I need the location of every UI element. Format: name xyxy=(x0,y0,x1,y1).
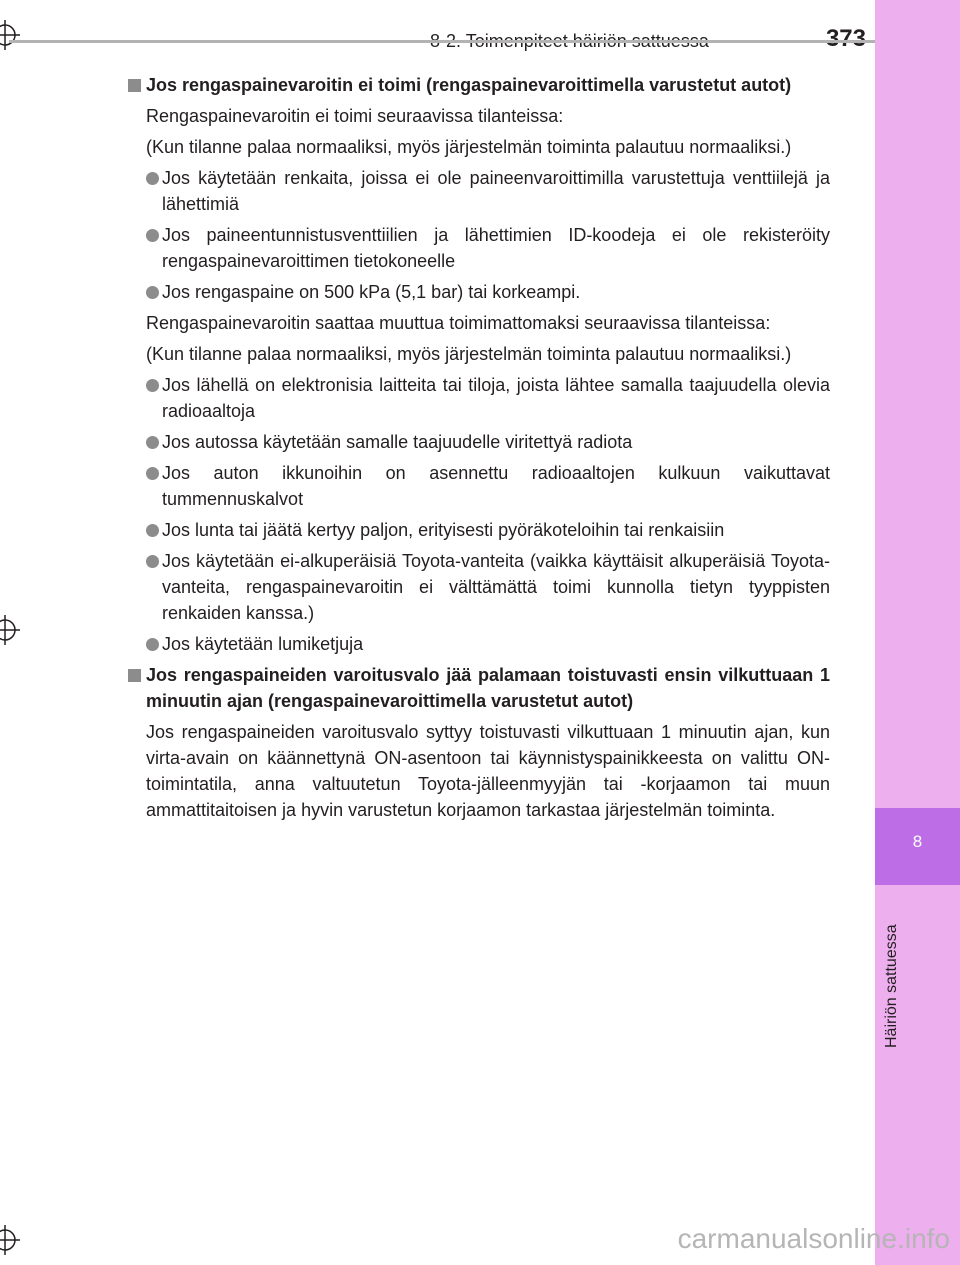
list-item-text: Jos käytetään ei-alkuperäisiä Toyota-vanteita (vaikka käyttäisit alkuperäisiä Toyota-vanteita, rengaspainevaroitin ei välttämättä toimi kunnolla tietyn tyyppisten renkaiden kanssa.) xyxy=(162,551,830,623)
page-content xyxy=(126,72,830,828)
list-item-text: Jos käytetään renkaita, joissa ei ole paineenvaroittimilla varustettuja venttiilejä ja lähettimiä xyxy=(162,168,830,214)
list-item-text: Jos autossa käytetään samalle taajuudelle viritettyä radiota xyxy=(162,432,633,452)
paragraph: Rengaspainevaroitin ei toimi seuraavissa tilanteissa: xyxy=(146,106,564,126)
paragraph: (Kun tilanne palaa normaaliksi, myös järjestelmän toiminta palautuu normaaliksi.) xyxy=(146,137,792,157)
chapter-label: Häiriön sattuessa xyxy=(883,924,900,1048)
round-bullet-icon xyxy=(146,524,159,537)
list-item xyxy=(146,517,830,543)
list-item-text: Jos lähellä on elektronisia laitteita tai tiloja, joista lähtee samalla taajuudella olevia radioaaltoja xyxy=(162,375,830,421)
list-item-text: Jos rengaspaine on 500 kPa (5,1 bar) tai korkeampi. xyxy=(162,282,581,302)
paragraph: Jos rengaspaineiden varoitusvalo syttyy toistuvasti vilkuttuaan 1 minuutin ajan, kun virta-avain on käännettynä ON-asentoon tai käynnistyspainikkeesta on valittu ON-toimintatila, anna valtuutetun Toyota-jälleenmyyjän tai -korjaamon tai muun ammattitaitoisen ja hyvin varustetun korjaamon tarkastaa järjestelmän toiminta. xyxy=(146,722,830,820)
list-item xyxy=(146,429,830,455)
section-heading xyxy=(126,72,830,98)
list-item-text: Jos käytetään lumiketjuja xyxy=(162,634,364,654)
section-heading xyxy=(126,662,830,714)
list-item xyxy=(146,460,830,512)
registration-mark-icon xyxy=(0,1225,20,1255)
round-bullet-icon xyxy=(146,436,159,449)
square-bullet-icon xyxy=(128,79,141,92)
section-heading-text: Jos rengaspainevaroitin ei toimi (rengaspainevaroittimella varustetut autot) xyxy=(146,75,792,95)
chapter-side-tab xyxy=(875,0,960,1265)
round-bullet-icon xyxy=(146,467,159,480)
list-item xyxy=(146,165,830,217)
square-bullet-icon xyxy=(128,669,141,682)
watermark: carmanualsonline.info xyxy=(677,1223,950,1254)
list-item-text: Jos paineentunnistusventtiilien ja lähettimien ID-koodeja ei ole rekisteröity rengaspainevaroittimen tietokoneelle xyxy=(162,225,830,271)
list-item xyxy=(146,279,830,305)
paragraph: (Kun tilanne palaa normaaliksi, myös järjestelmän toiminta palautuu normaaliksi.) xyxy=(146,344,792,364)
list-item-text: Jos auton ikkunoihin on asennettu radioaaltojen kulkuun vaikuttavat tummennuskalvot xyxy=(162,463,830,509)
round-bullet-icon xyxy=(146,229,159,242)
registration-mark-icon xyxy=(0,20,20,50)
list-item xyxy=(146,222,830,274)
list-item xyxy=(146,548,830,626)
section-heading-text: Jos rengaspaineiden varoitusvalo jää palamaan toistuvasti ensin vilkuttuaan 1 minuutin ajan (rengaspainevaroittimella varustetut autot) xyxy=(146,665,830,711)
running-header-title: 8-2. Toimenpiteet häiriön sattuessa xyxy=(430,31,709,51)
paragraph: Rengaspainevaroitin saattaa muuttua toimimattomaksi seuraavissa tilanteissa: xyxy=(146,313,771,333)
page-number: 373 xyxy=(825,25,866,52)
round-bullet-icon xyxy=(146,286,159,299)
round-bullet-icon xyxy=(146,379,159,392)
chapter-number: 8 xyxy=(912,832,923,851)
header-rule xyxy=(9,40,875,43)
list-item-text: Jos lunta tai jäätä kertyy paljon, erityisesti pyöräkoteloihin tai renkaisiin xyxy=(162,520,725,540)
round-bullet-icon xyxy=(146,172,159,185)
list-item xyxy=(146,372,830,424)
round-bullet-icon xyxy=(146,638,159,651)
registration-mark-icon xyxy=(0,615,20,645)
round-bullet-icon xyxy=(146,555,159,568)
list-item xyxy=(146,631,830,657)
